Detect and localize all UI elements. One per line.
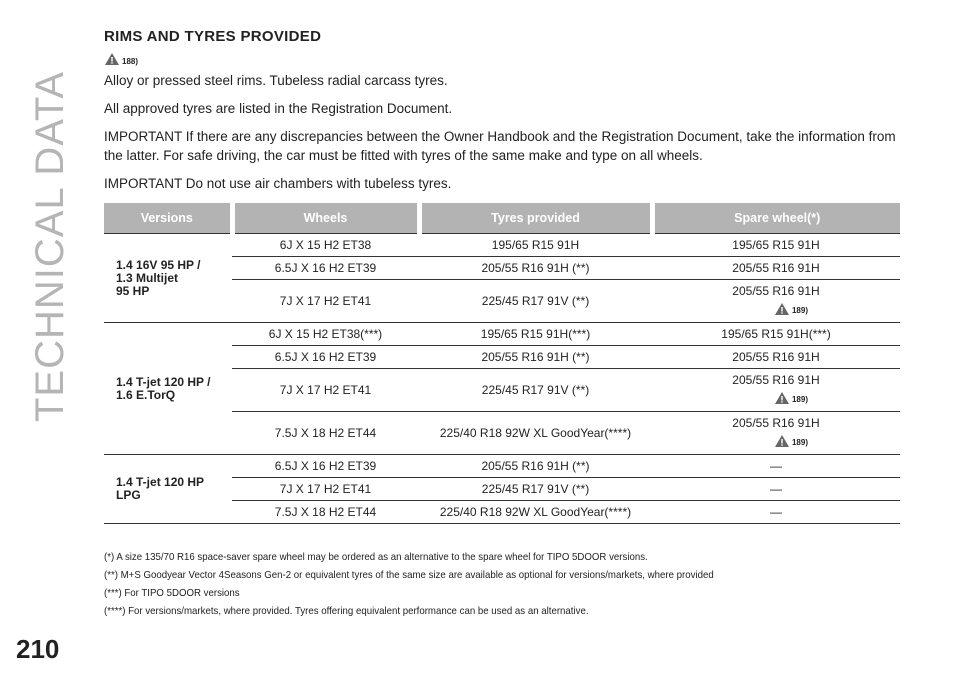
header-wheels: Wheels — [232, 203, 419, 234]
paragraph: All approved tyres are listed in the Registration Document. — [104, 101, 453, 116]
footnote: (**) M+S Goodyear Vector 4Seasons Gen-2 or equivalent tyres of the same size are available as optional for versions/markets, where provided — [104, 569, 714, 581]
tyre-cell: 225/40 R18 92W XL GoodYear(****) — [419, 501, 652, 524]
page-content — [104, 28, 900, 524]
spare-wheel-value: — — [770, 482, 782, 496]
spare-wheel-cell — [652, 455, 900, 478]
version-cell — [104, 234, 232, 323]
tyre-cell: 225/45 R17 91V (**) — [419, 369, 652, 412]
wheel-cell: 7J X 17 H2 ET41 — [232, 280, 419, 323]
table-row — [104, 323, 900, 346]
side-section-label-text: TECHNICAL DATA — [28, 70, 72, 422]
spare-wheel-cell — [652, 280, 900, 323]
footnote: (*) A size 135/70 R16 space-saver spare wheel may be ordered as an alternative to the spare wheel for TIPO 5DOOR versions. — [104, 551, 648, 563]
wheel-cell: 6J X 15 H2 ET38(***) — [232, 323, 419, 346]
header-versions: Versions — [104, 203, 232, 234]
table-bottom-rule — [104, 524, 900, 525]
tyre-cell: 205/55 R16 91H (**) — [419, 455, 652, 478]
warning-reference — [104, 51, 900, 67]
spare-wheel-cell — [652, 346, 900, 369]
header-tyres: Tyres provided — [419, 203, 652, 234]
spare-wheel-cell — [652, 234, 900, 257]
tyre-cell: 225/40 R18 92W XL GoodYear(****) — [419, 412, 652, 455]
footnote: (***) For TIPO 5DOOR versions — [104, 587, 240, 599]
spare-wheel-cell — [652, 412, 900, 455]
warning-triangle-icon — [774, 434, 790, 448]
spare-ref-number: 189) — [791, 395, 808, 404]
tyre-cell: 225/45 R17 91V (**) — [419, 478, 652, 501]
spare-warning-reference — [656, 299, 896, 319]
spare-wheel-value: 205/55 R16 91H — [732, 284, 820, 298]
footnote: (****) For versions/markets, where provided. Tyres offering equivalent performance can be used as an alternative. — [104, 605, 589, 617]
version-line: 1.4 T-jet 120 HP — [116, 475, 205, 489]
spare-warning-reference — [656, 388, 896, 408]
spare-ref-number: 189) — [791, 438, 808, 447]
tyre-cell: 195/65 R15 91H — [419, 234, 652, 257]
warning-triangle-icon — [774, 302, 790, 316]
tyre-cell: 205/55 R16 91H (**) — [419, 257, 652, 280]
paragraph: IMPORTANT If there are any discrepancies between the Owner Handbook and the Registration Document, take the information from the latter. For safe driving, the car must be fitted with tyres of the same make and type on all wheels. — [104, 129, 896, 163]
wheel-cell: 7J X 17 H2 ET41 — [232, 369, 419, 412]
warning-triangle-icon — [104, 52, 120, 66]
wheel-cell: 7.5J X 18 H2 ET44 — [232, 412, 419, 455]
version-cell — [104, 455, 232, 524]
spare-wheel-value: 195/65 R15 91H — [732, 238, 820, 252]
warning-ref-number: 188) — [122, 56, 139, 66]
paragraph: IMPORTANT Do not use air chambers with tubeless tyres. — [104, 176, 452, 191]
tyre-cell: 205/55 R16 91H (**) — [419, 346, 652, 369]
version-line: 95 HP — [116, 283, 150, 298]
page-number: 210 — [16, 634, 60, 664]
spare-wheel-value: 205/55 R16 91H — [732, 261, 820, 275]
spare-wheel-value: 205/55 R16 91H — [732, 373, 820, 387]
warning-triangle-icon — [774, 391, 790, 405]
spare-wheel-value: 205/55 R16 91H — [732, 416, 820, 430]
tyre-cell: 225/45 R17 91V (**) — [419, 280, 652, 323]
footnotes — [104, 548, 840, 620]
table-row — [104, 455, 900, 478]
spare-ref-number: 189) — [791, 306, 808, 315]
spare-warning-reference — [656, 431, 896, 451]
spare-wheel-cell — [652, 478, 900, 501]
section-title: RIMS AND TYRES PROVIDED — [104, 28, 322, 45]
spare-wheel-value: 195/65 R15 91H(***) — [721, 327, 831, 341]
tyres-table — [104, 203, 900, 524]
table-header-row — [104, 203, 900, 234]
table-row — [104, 234, 900, 257]
wheel-cell: 6J X 15 H2 ET38 — [232, 234, 419, 257]
wheel-cell: 6.5J X 16 H2 ET39 — [232, 346, 419, 369]
version-cell — [104, 323, 232, 455]
version-line: LPG — [116, 488, 141, 502]
table-body — [104, 234, 900, 525]
spare-wheel-cell — [652, 323, 900, 346]
version-line: 1.6 E.TorQ — [116, 387, 176, 402]
wheel-cell: 6.5J X 16 H2 ET39 — [232, 455, 419, 478]
wheel-cell: 6.5J X 16 H2 ET39 — [232, 257, 419, 280]
paragraph: Alloy or pressed steel rims. Tubeless radial carcass tyres. — [104, 73, 448, 88]
tyre-cell: 195/65 R15 91H(***) — [419, 323, 652, 346]
version-line: 1.4 16V 95 HP / — [116, 257, 201, 272]
spare-wheel-cell — [652, 501, 900, 524]
spare-wheel-value: 205/55 R16 91H — [732, 350, 820, 364]
spare-wheel-cell — [652, 369, 900, 412]
version-line: 1.3 Multijet — [116, 270, 179, 285]
spare-wheel-value: — — [770, 459, 782, 473]
bottom-rule — [104, 524, 900, 525]
side-section-label — [22, 30, 82, 430]
version-line: 1.4 T-jet 120 HP / — [116, 374, 211, 389]
wheel-cell: 7.5J X 18 H2 ET44 — [232, 501, 419, 524]
header-spare-wheel: Spare wheel(*) — [652, 203, 900, 234]
wheel-cell: 7J X 17 H2 ET41 — [232, 478, 419, 501]
spare-wheel-cell — [652, 257, 900, 280]
spare-wheel-value: — — [770, 505, 782, 519]
